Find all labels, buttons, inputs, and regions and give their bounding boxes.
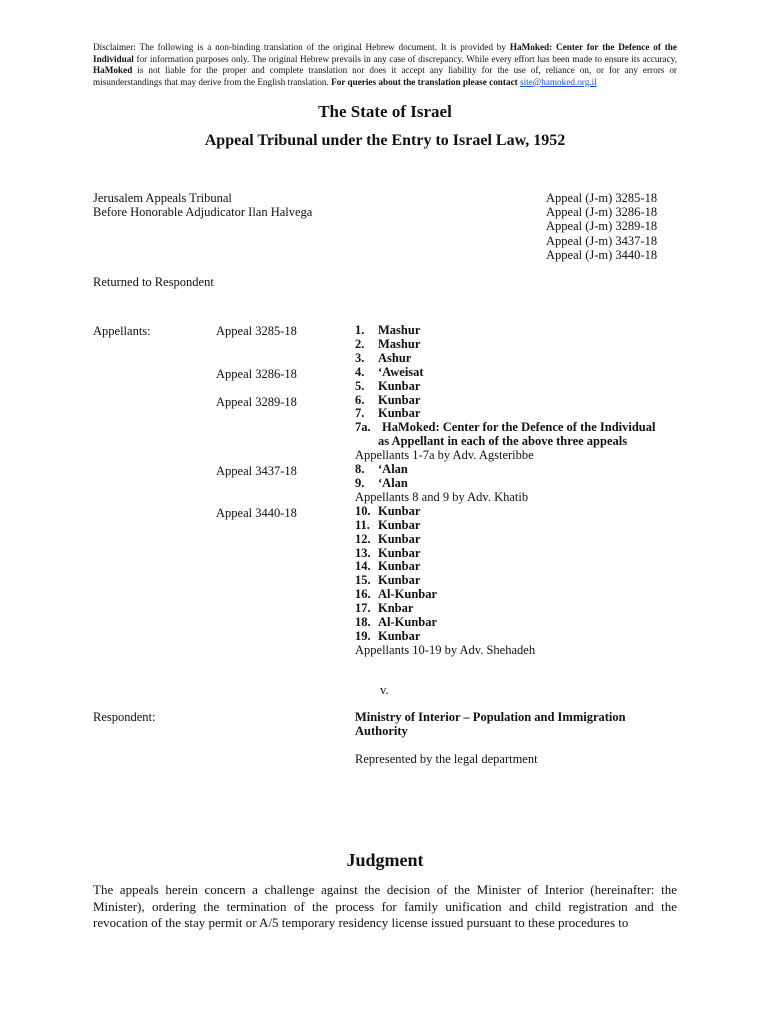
list-item: 16. Al-Kunbar	[355, 587, 438, 602]
adjudicator-name: Before Honorable Adjudicator Ilan Halvega	[93, 205, 313, 219]
disclaimer	[93, 42, 677, 88]
list-item: 17. Knbar	[355, 601, 414, 616]
representation-note: Appellants 10-19 by Adv. Shehadeh	[355, 642, 536, 657]
list-item-continuation: as Appellant in each of the above three appeals	[378, 434, 628, 449]
appellants-label: Appellants:	[93, 324, 151, 338]
document-title: The State of Israel	[318, 102, 452, 121]
document-subtitle: Appeal Tribunal under the Entry to Israel Law, 1952	[204, 132, 566, 149]
tribunal-name: Jerusalem Appeals Tribunal	[93, 191, 232, 205]
list-item: 10. Kunbar	[355, 503, 421, 518]
judgment-heading: Judgment	[346, 850, 424, 870]
appeal-group-label: Appeal 3286-18	[216, 367, 297, 381]
case-number: Appeal (J-m) 3437-18	[546, 233, 658, 248]
list-item: 19. Kunbar	[355, 628, 421, 643]
case-numbers	[546, 191, 657, 262]
list-item: 7. Kunbar	[355, 406, 421, 421]
contact-email-link[interactable]: site@hamoked.org.il	[520, 76, 597, 87]
list-item: 8. ‘Alan	[355, 462, 408, 477]
list-item: 14. Kunbar	[355, 559, 421, 574]
respondent-label: Respondent:	[93, 710, 156, 724]
representation-note: Appellants 8 and 9 by Adv. Khatib	[355, 489, 529, 504]
representation-note: Appellants 1-7a by Adv. Agsteribbe	[355, 448, 534, 463]
disclaimer-contact: For queries about the translation please contact	[331, 76, 521, 87]
appeal-group-label: Appeal 3437-18	[216, 464, 297, 478]
disclaimer-text-2: for information purposes only. The original Hebrew prevails in any case of discrepancy. While every effort has been made to ensure its accuracy,	[133, 53, 677, 64]
respondent-name-continuation: Authority	[355, 724, 408, 738]
disclaimer-text-1: Disclaimer: The following is a non-binding translation of the original Hebrew document. It is provided by	[93, 42, 510, 52]
list-item: 6. Kunbar	[355, 392, 421, 407]
list-item: 7a. HaMoked: Center for the Defence of the Individual	[355, 420, 656, 435]
disclaimer-org-short: HaMoked	[93, 65, 133, 75]
list-item: 2. Mashur	[355, 336, 421, 351]
list-item: 15. Kunbar	[355, 573, 421, 588]
case-number: Appeal (J-m) 3289-18	[546, 219, 658, 234]
list-item: 12. Kunbar	[355, 531, 421, 546]
respondent-representation: Represented by the legal department	[355, 752, 538, 766]
versus: v.	[380, 683, 389, 697]
list-item: 9. ‘Alan	[355, 475, 408, 490]
disclaimer-org-name: HaMoked: Center for the Defence of the Individual	[93, 42, 677, 64]
case-number: Appeal (J-m) 3285-18	[546, 191, 658, 205]
respondent-name: Ministry of Interior – Population and Immigration	[355, 710, 626, 724]
list-item: 11. Kunbar	[355, 517, 421, 532]
appellants-list	[355, 324, 655, 658]
list-item: 1. Mashur	[355, 323, 421, 337]
disclaimer-text-3: is not liable for the proper and complete translation nor does it accept any liability for the use of, reliance on, or for any errors or misunderstandings that may derive from the English translation.	[93, 65, 677, 87]
judgment-paragraph: The appeals herein concern a challenge against the decision of the Minister of Interior (hereinafter: the Minister), ordering the termination of the process for family unification and child registration and the revocation of the stay permit or A/5 temporary residency license issued pursuant to these procedures to	[93, 882, 677, 930]
appeal-group-label: Appeal 3440-18	[216, 506, 297, 520]
list-item: 3. Ashur	[355, 350, 412, 365]
list-item: 5. Kunbar	[355, 378, 421, 393]
list-item: 4. ‘Aweisat	[355, 364, 424, 379]
appeal-group-label: Appeal 3285-18	[216, 324, 297, 338]
case-number: Appeal (J-m) 3440-18	[546, 247, 658, 262]
returned-note: Returned to Respondent	[93, 275, 214, 289]
case-number: Appeal (J-m) 3286-18	[546, 205, 658, 220]
list-item: 13. Kunbar	[355, 545, 421, 560]
list-item: 18. Al-Kunbar	[355, 615, 438, 630]
appeal-group-label: Appeal 3289-18	[216, 395, 297, 409]
